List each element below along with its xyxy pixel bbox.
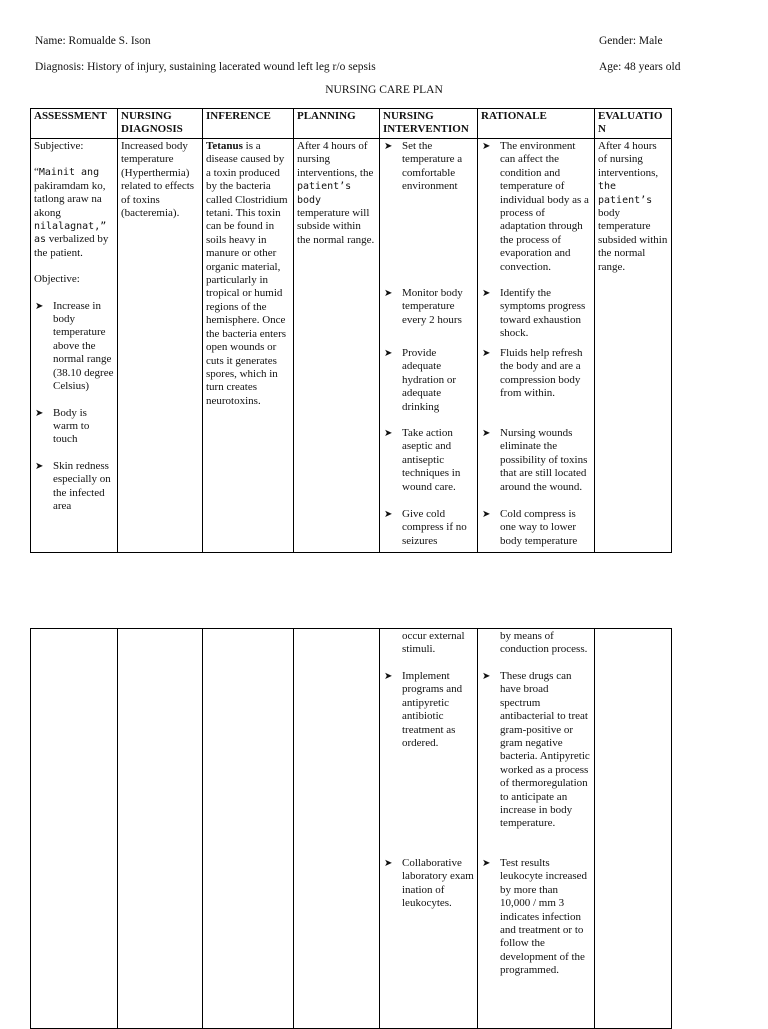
intervention-item: ➤ Implement programs and antipyretic antibiotic treatment as ordered. — [384, 670, 463, 750]
rationale-continued: by means of conduction process. — [500, 630, 588, 656]
objective-item: ➤ Increase in body temperature above the normal range (38.10 degree Celsius) — [35, 299, 114, 393]
arrowhead-bullet-icon: ➤ — [35, 300, 44, 312]
header-evaluation: EVALUATIO N — [595, 109, 672, 139]
rationale-cell — [478, 629, 595, 1029]
arrowhead-bullet-icon: ➤ — [35, 407, 44, 419]
care-plan-table-continued — [30, 628, 672, 1029]
rationale-cell — [478, 139, 595, 553]
rationale-item: ➤ Nursing wounds eliminate the possibility of toxins that are still located around the wound. — [482, 427, 588, 493]
arrowhead-bullet-icon: ➤ — [384, 348, 393, 359]
objective-label: Objective: — [34, 273, 80, 286]
intervention-continued: occur external stimuli. — [402, 630, 465, 656]
header-assessment: ASSESSMENT — [31, 109, 118, 139]
intervention-cell — [380, 629, 478, 1029]
patient-name: Name: Romualde S. Ison — [35, 35, 151, 47]
arrowhead-bullet-icon: ➤ — [384, 858, 393, 869]
intervention-item: ➤ Take action aseptic and antiseptic techniques in wound care. — [384, 427, 461, 493]
arrowhead-bullet-icon: ➤ — [482, 858, 491, 869]
intervention-cell — [380, 139, 478, 553]
header-rationale: RATIONALE — [478, 109, 595, 139]
arrowhead-bullet-icon: ➤ — [482, 428, 491, 439]
nursing-diagnosis-cell — [118, 629, 203, 1029]
arrowhead-bullet-icon: ➤ — [384, 671, 393, 682]
intervention-item: ➤ Monitor body temperature every 2 hours — [384, 287, 463, 326]
arrowhead-bullet-icon: ➤ — [482, 671, 491, 682]
rationale-item: ➤ Identify the symptoms progress toward exhaustion shock. — [482, 287, 586, 340]
arrowhead-bullet-icon: ➤ — [482, 348, 491, 359]
subjective-quote: “Mainit ang pakiramdam ko, tatlong araw na akong nilalagnat,” as verbalized by the patient. — [34, 166, 109, 259]
rationale-item: ➤ Cold compress is one way to lower body temperature — [482, 508, 578, 547]
arrowhead-bullet-icon: ➤ — [384, 509, 393, 520]
rationale-item: ➤ Test results leukocyte increased by more than 10,000 / mm 3 indicates infection and treatment or to follow the development of the programmed. — [482, 857, 588, 977]
care-plan-table — [30, 108, 672, 553]
table-header-row — [31, 109, 672, 139]
objective-item: ➤ Body is warm to touch — [35, 406, 90, 446]
rationale-item: ➤ Fluids help refresh the body and are a compression body from within. — [482, 347, 583, 400]
assessment-cell — [31, 629, 118, 1029]
rationale-item: ➤ The environment can affect the condition and temperature of individual body as a process of adaptation through the process of evaporation and convection. — [482, 140, 589, 273]
arrowhead-bullet-icon: ➤ — [482, 141, 491, 152]
arrowhead-bullet-icon: ➤ — [384, 428, 393, 439]
evaluation-cell: After 4 hours of nursing interventions, the patient’s body temperature subsided within the normal range. — [595, 139, 672, 553]
arrowhead-bullet-icon: ➤ — [482, 509, 491, 520]
header-planning: PLANNING — [294, 109, 380, 139]
planning-cell: After 4 hours of nursing interventions, the patient’s body temperature will subside within the normal range. — [294, 139, 380, 553]
subjective-label: Subjective: — [34, 140, 84, 152]
arrowhead-bullet-icon: ➤ — [384, 141, 393, 152]
nursing-diagnosis-cell: Increased body temperature (Hyperthermia) related to effects of toxins (bacteremia). — [118, 139, 203, 553]
header-nursing-intervention: NURSING INTERVENTION — [380, 109, 478, 139]
objective-item: ➤ Skin redness especially on the infected area — [35, 459, 111, 512]
intervention-item: ➤ Collaborative laboratory exam ination of leukocytes. — [384, 857, 474, 910]
arrowhead-bullet-icon: ➤ — [384, 288, 393, 299]
document-title: NURSING CARE PLAN — [325, 84, 443, 96]
header-nursing-diagnosis: NURSING DIAGNOSIS — [118, 109, 203, 139]
arrowhead-bullet-icon: ➤ — [35, 460, 44, 472]
arrowhead-bullet-icon: ➤ — [482, 288, 491, 299]
patient-age: Age: 48 years old — [599, 61, 681, 73]
inference-cell — [203, 629, 294, 1029]
rationale-item: ➤ These drugs can have broad spectrum antibacterial to treat gram-positive or gram negative bacteria. Antipyretic worked as a process of thermoregulation to anticipate an increase in body temperature. — [482, 670, 590, 830]
intervention-item: ➤ Give cold compress if no seizures — [384, 508, 467, 547]
table-row — [31, 629, 672, 1029]
intervention-item: ➤ Set the temperature a comfortable environment — [384, 140, 463, 193]
inference-cell: Tetanus is a disease caused by a toxin produced by the bacteria called Clostridium tetani. This toxin can be found in soils heavy in manure or other organic material, particularly in tropical or humid regions of the hemisphere. Once the bacteria enters open wounds or cuts it generates spores, which in turn creates neurotoxins. — [203, 139, 294, 553]
intervention-item: ➤ Provide adequate hydration or adequate drinking — [384, 347, 457, 413]
header-inference: INFERENCE — [203, 109, 294, 139]
patient-diagnosis: Diagnosis: History of injury, sustaining lacerated wound left leg r/o sepsis — [35, 61, 376, 73]
assessment-cell — [31, 139, 118, 553]
evaluation-cell — [595, 629, 672, 1029]
patient-gender: Gender: Male — [599, 35, 663, 47]
table-row — [31, 139, 672, 553]
planning-cell — [294, 629, 380, 1029]
